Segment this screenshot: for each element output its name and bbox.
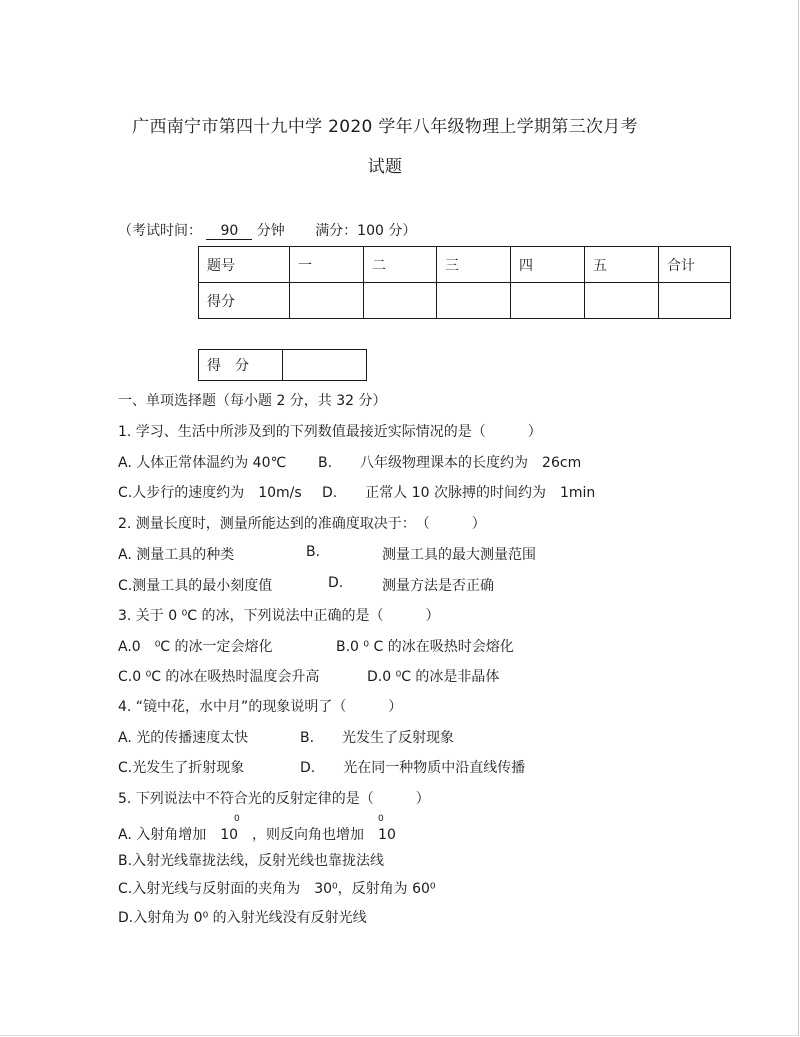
exam-duration: 90 xyxy=(206,223,252,240)
score-table-header-cell: 三 xyxy=(437,247,511,283)
q5-degree-mark: 0 xyxy=(234,814,240,824)
q1-stem: 1. 学习、生活中所涉及到的下列数值最接近实际情况的是（ ） xyxy=(118,424,542,440)
q5-option-a: A. 入射角增加 10 ，则反向角也增加 10 xyxy=(118,827,396,843)
q2-option-a: A. 测量工具的种类 xyxy=(118,547,235,563)
section-score-label: 得 分 xyxy=(199,350,283,381)
exam-full-marks: 满分：100 分） xyxy=(315,223,417,239)
score-row-label: 得分 xyxy=(199,283,290,319)
q4-option-d: D. 光在同一种物质中沿直线传播 xyxy=(300,760,526,776)
score-cell xyxy=(511,283,585,319)
q2-option-d-letter: D. xyxy=(328,575,344,591)
score-cell xyxy=(585,283,659,319)
score-table-header-cell: 四 xyxy=(511,247,585,283)
score-cell xyxy=(364,283,437,319)
q3-option-b: B.0 ⁰ C 的冰在吸热时会熔化 xyxy=(336,639,514,655)
q4-option-b: B. 光发生了反射现象 xyxy=(300,730,455,746)
q2-option-b-text: 测量工具的最大测量范围 xyxy=(382,547,536,563)
q1-option-b: B. 八年级物理课本的长度约为 26cm xyxy=(318,455,582,471)
score-table-score-row xyxy=(199,283,731,319)
q2-option-d-text: 测量方法是否正确 xyxy=(382,578,494,594)
score-table xyxy=(198,246,731,319)
score-table-header-cell: 二 xyxy=(364,247,437,283)
score-cell xyxy=(437,283,511,319)
q3-option-a: A.0 ⁰C 的冰一定会熔化 xyxy=(118,639,273,655)
exam-info xyxy=(118,220,416,240)
section1-heading: 一、单项选择题（每小题 2 分，共 32 分） xyxy=(118,393,387,409)
document-title-line1: 广西南宁市第四十九中学 2020 学年八年级物理上学期第三次月考 xyxy=(132,117,638,137)
q3-option-c: C.0 ⁰C 的冰在吸热时温度会升高 xyxy=(118,669,320,685)
q4-option-c: C.光发生了折射现象 xyxy=(118,760,245,776)
score-table-header-row xyxy=(199,247,731,283)
q5-option-c: C.入射光线与反射面的夹角为 30⁰，反射角为 60⁰ xyxy=(118,881,436,897)
q2-option-c: C.测量工具的最小刻度值 xyxy=(118,578,273,594)
q3-option-d: D.0 ⁰C 的冰是非晶体 xyxy=(367,669,500,685)
q1-option-d: D. 正常人 10 次脉搏的时间约为 1min xyxy=(322,485,596,501)
score-table-header-cell: 一 xyxy=(290,247,364,283)
section-score-cell xyxy=(283,350,367,381)
score-table-header-cell: 合计 xyxy=(659,247,731,283)
q4-option-a: A. 光的传播速度太快 xyxy=(118,730,249,746)
q1-option-c: C.人步行的速度约为 10m/s xyxy=(118,485,302,501)
q2-option-b-letter: B. xyxy=(306,544,321,560)
q5-option-d: D.入射角为 0⁰ 的入射光线没有反射光线 xyxy=(118,910,367,926)
score-cell xyxy=(659,283,731,319)
score-cell xyxy=(290,283,364,319)
q3-stem: 3. 关于 0 ⁰C 的冰，下列说法中正确的是（ ） xyxy=(118,608,440,624)
q5-option-b: B.入射光线靠拢法线，反射光线也靠拢法线 xyxy=(118,853,385,869)
q1-option-a: A. 人体正常体温约为 40℃ xyxy=(118,455,287,471)
exam-duration-unit: 分钟 xyxy=(256,223,285,239)
score-table-header-cell: 五 xyxy=(585,247,659,283)
section-score-box xyxy=(198,349,367,381)
document-title-line2: 试题 xyxy=(367,157,403,177)
q2-stem: 2. 测量长度时，测量所能达到的准确度取决于： （ ） xyxy=(118,516,486,532)
q5-degree-mark: 0 xyxy=(378,814,384,824)
q5-stem: 5. 下列说法中不符合光的反射定律的是（ ） xyxy=(118,791,430,807)
q4-stem: 4. “镜中花，水中月”的现象说明了（ ） xyxy=(118,699,403,715)
exam-info-prefix: （考试时间： xyxy=(118,223,202,239)
score-table-header-cell: 题号 xyxy=(199,247,290,283)
